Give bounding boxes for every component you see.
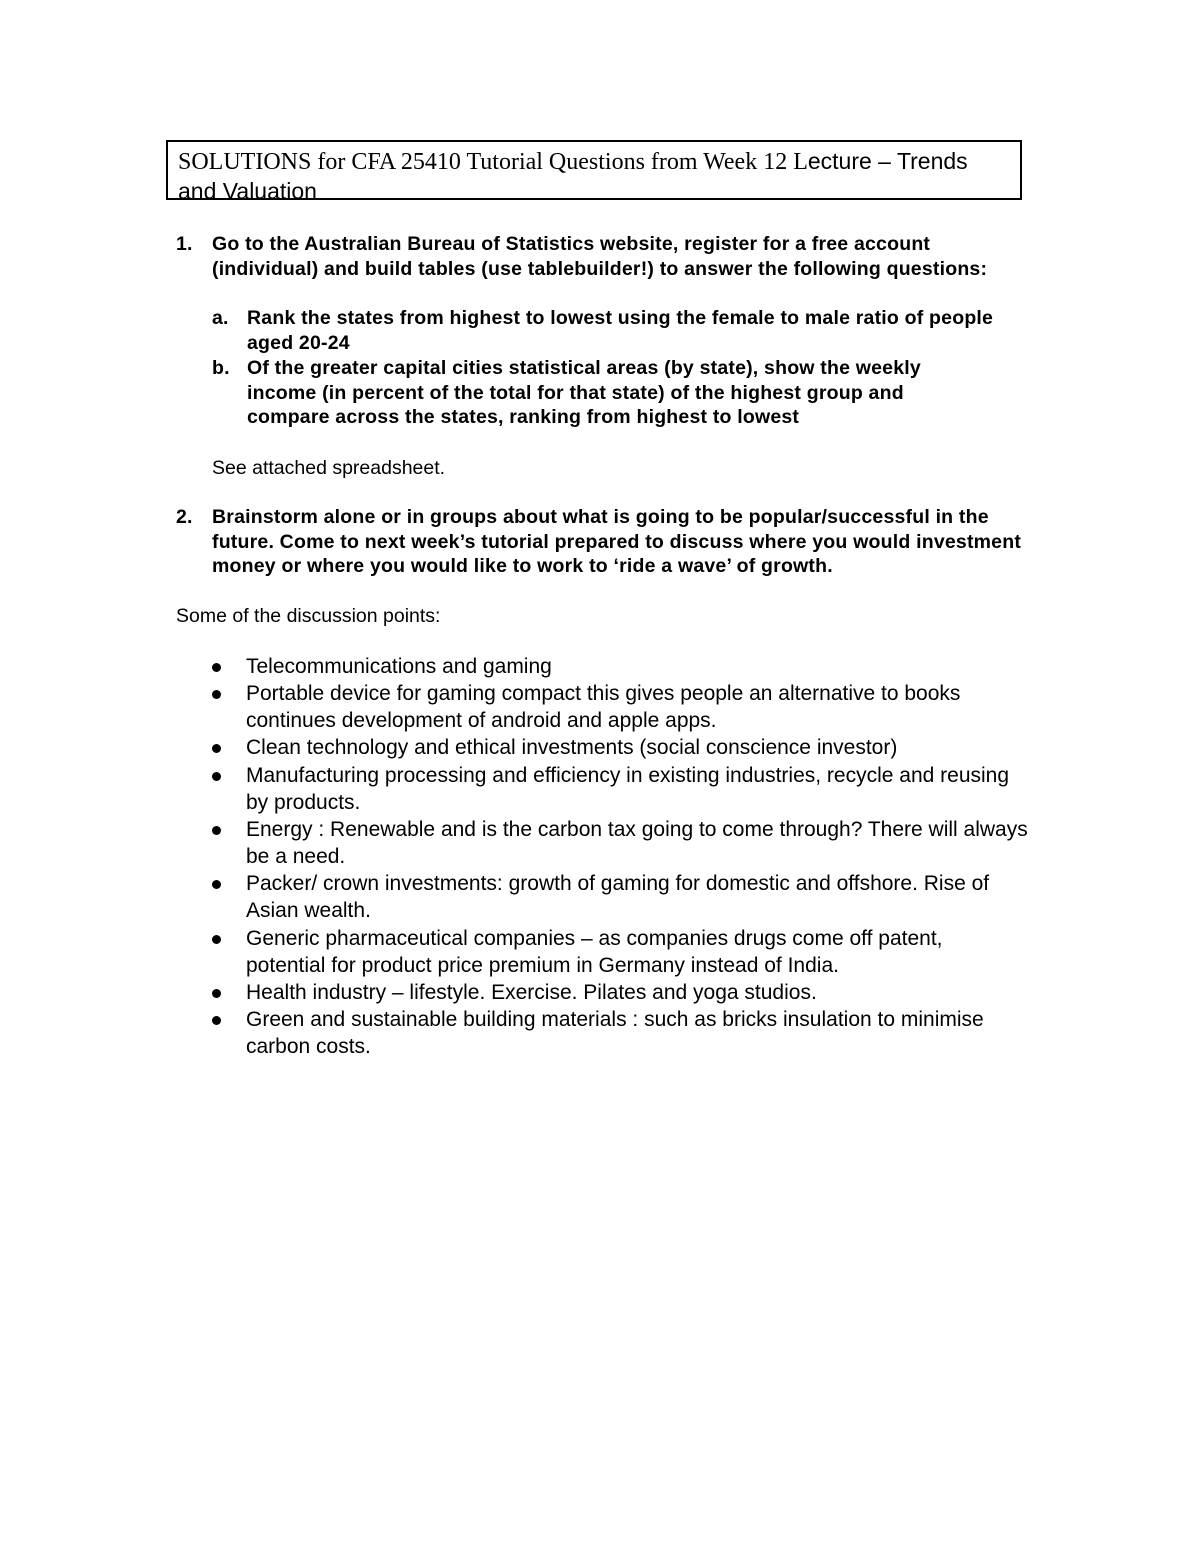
bullet-icon [212,690,221,699]
question-1-number: 1. [176,233,193,255]
list-item-text: Generic pharmaceutical companies – as companies drugs come off patent, potential for product price premium in Germany instead of India. [246,927,943,977]
list-item-text: Telecommunications and gaming [246,655,552,678]
list-item-text: Energy : Renewable and is the carbon tax going to come through? There will always be a need. [246,818,1028,868]
list-item-text: Packer/ crown investments: growth of gaming for domestic and offshore. Rise of Asian wealth. [246,872,990,922]
bullet-icon [212,826,221,835]
question-1-text: Go to the Australian Bureau of Statistics website, register for a free account (individual) and build tables (use tablebuilder!) to answer the following questions: [212,233,988,280]
list-item-text: Clean technology and ethical investments (social conscience investor) [246,736,898,759]
title-sans-text: ecture – Trends and Valuation [178,148,968,204]
title-box [166,140,1022,204]
list-item-text: Manufacturing processing and efficiency in existing industries, recycle and reusing by products. [246,764,1010,814]
bullet-icon [212,989,221,998]
question-1b-text: Of the greater capital cities statistical areas (by state), show the weekly income (in percent of the total for that state) of the highest group and compare across the states, ranking from highest to lowest [247,357,921,428]
question-2-text: Brainstorm alone or in groups about what is going to be popular/successful in the future. Come to next week’s tutorial prepared to discuss where you would investment money or where you would like to work to ‘ride a wave’ of growth. [212,506,1022,577]
question-1a-letter: a. [212,307,229,329]
bullet-icon [212,880,221,889]
title-serif-text: SOLUTIONS for CFA 25410 Tutorial Questions from Week 12 L [178,149,808,175]
list-item-text: Portable device for gaming compact this gives people an alternative to books continues development of android and apple apps. [246,682,961,732]
question-1-answer: See attached spreadsheet. [212,457,446,479]
question-2-number: 2. [176,506,193,528]
bullet-icon [212,744,221,753]
list-item-text: Green and sustainable building materials : such as bricks insulation to minimise carbon costs. [246,1008,984,1058]
bullet-icon [212,772,221,781]
bullet-icon [212,935,221,944]
question-1b-letter: b. [212,357,230,379]
bullet-icon [212,1016,221,1025]
question-1a-text: Rank the states from highest to lowest using the female to male ratio of people aged 20-24 [247,307,994,354]
bullet-icon [212,663,221,672]
list-item-text: Health industry – lifestyle. Exercise. Pilates and yoga studios. [246,981,817,1004]
discussion-intro: Some of the discussion points: [176,605,441,627]
